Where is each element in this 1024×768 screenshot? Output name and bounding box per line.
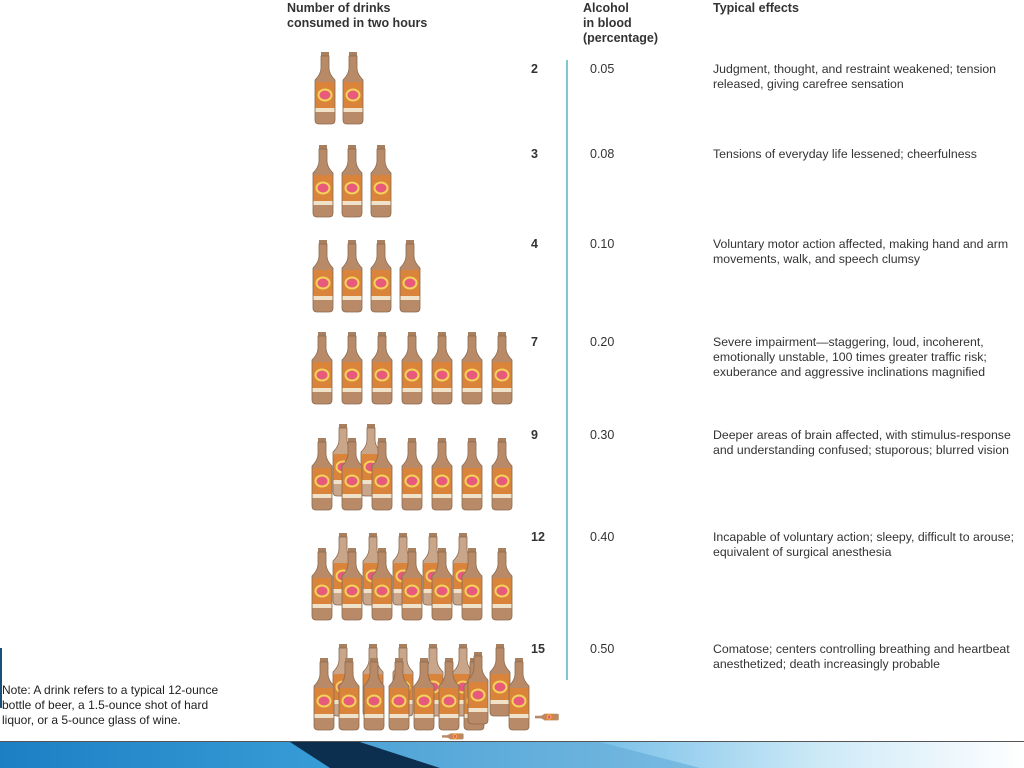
drink-count: 4	[531, 237, 538, 251]
effect-text: Tensions of everyday life lessened; cheerfulness	[713, 147, 977, 161]
beer-bottle	[312, 332, 332, 404]
effect-text: Incapable of voluntary action; sleepy, difficult to arouse; equivalent of surgical anesthesia	[713, 530, 1014, 559]
effect-text: Severe impairment—staggering, loud, incoherent, emotionally unstable, 100 times greater traffic risk; exuberance and aggressive inclinations magnified	[713, 335, 987, 379]
drink-count: 15	[531, 642, 545, 656]
bac-value: 0.50	[590, 642, 615, 656]
beer-bottle	[315, 52, 335, 124]
drink-definition-note: Note: A drink refers to a typical 12-ounce bottle of beer, a 1.5-ounce shot of hard liquor, or a 5-ounce glass of wine.	[2, 683, 219, 727]
footer-wedge-shape	[0, 742, 1024, 768]
beer-bottle	[312, 438, 332, 510]
header-alcohol: Alcohol in blood (percentage)	[583, 1, 659, 45]
drink-count: 2	[531, 62, 538, 76]
beer-bottle	[490, 644, 510, 716]
bac-value: 0.30	[590, 428, 615, 442]
beer-bottle	[492, 438, 512, 510]
beer-bottle	[371, 240, 391, 312]
effect-text: Deeper areas of brain affected, with stimulus-response and understanding confused; stuporous; blurred vision	[713, 428, 1011, 457]
beer-bottle	[342, 332, 362, 404]
beer-bottle	[462, 332, 482, 404]
effect-text: Judgment, thought, and restraint weakened; tension released, giving carefree sensation	[713, 62, 997, 91]
header-effects: Typical effects	[713, 1, 799, 15]
beer-bottle	[371, 145, 391, 217]
fallen-beer-bottle	[535, 714, 559, 721]
beer-bottle	[509, 658, 529, 730]
bac-value: 0.10	[590, 237, 615, 251]
fallen-beer-bottle	[442, 733, 464, 739]
beer-bottle	[432, 332, 452, 404]
bac-value: 0.08	[590, 147, 615, 161]
beer-bottle	[314, 658, 334, 730]
beer-bottle	[402, 332, 422, 404]
beer-bottle	[432, 438, 452, 510]
effect-text: Comatose; centers controlling breathing and heartbeat anesthetized; death increasingly probable	[713, 642, 1010, 671]
drink-count: 12	[531, 530, 545, 544]
beer-bottle	[342, 240, 362, 312]
drink-count: 9	[531, 428, 538, 442]
beer-bottle	[400, 240, 420, 312]
bac-value: 0.05	[590, 62, 615, 76]
beer-bottle	[462, 438, 482, 510]
effect-text: Voluntary motor action affected, making hand and arm movements, walk, and speech clumsy	[713, 237, 1009, 266]
beer-bottle	[343, 52, 363, 124]
beer-bottle	[312, 548, 332, 620]
beer-bottle	[372, 332, 392, 404]
header-drinks: Number of drinks consumed in two hours	[287, 1, 428, 30]
beer-bottle	[313, 145, 333, 217]
bac-value: 0.40	[590, 530, 615, 544]
beer-bottle	[402, 438, 422, 510]
drink-count: 3	[531, 147, 538, 161]
beer-bottle	[492, 548, 512, 620]
beer-bottle	[492, 332, 512, 404]
drink-count: 7	[531, 335, 538, 349]
beer-bottle	[313, 240, 333, 312]
bac-value: 0.20	[590, 335, 615, 349]
beer-bottle	[342, 145, 362, 217]
